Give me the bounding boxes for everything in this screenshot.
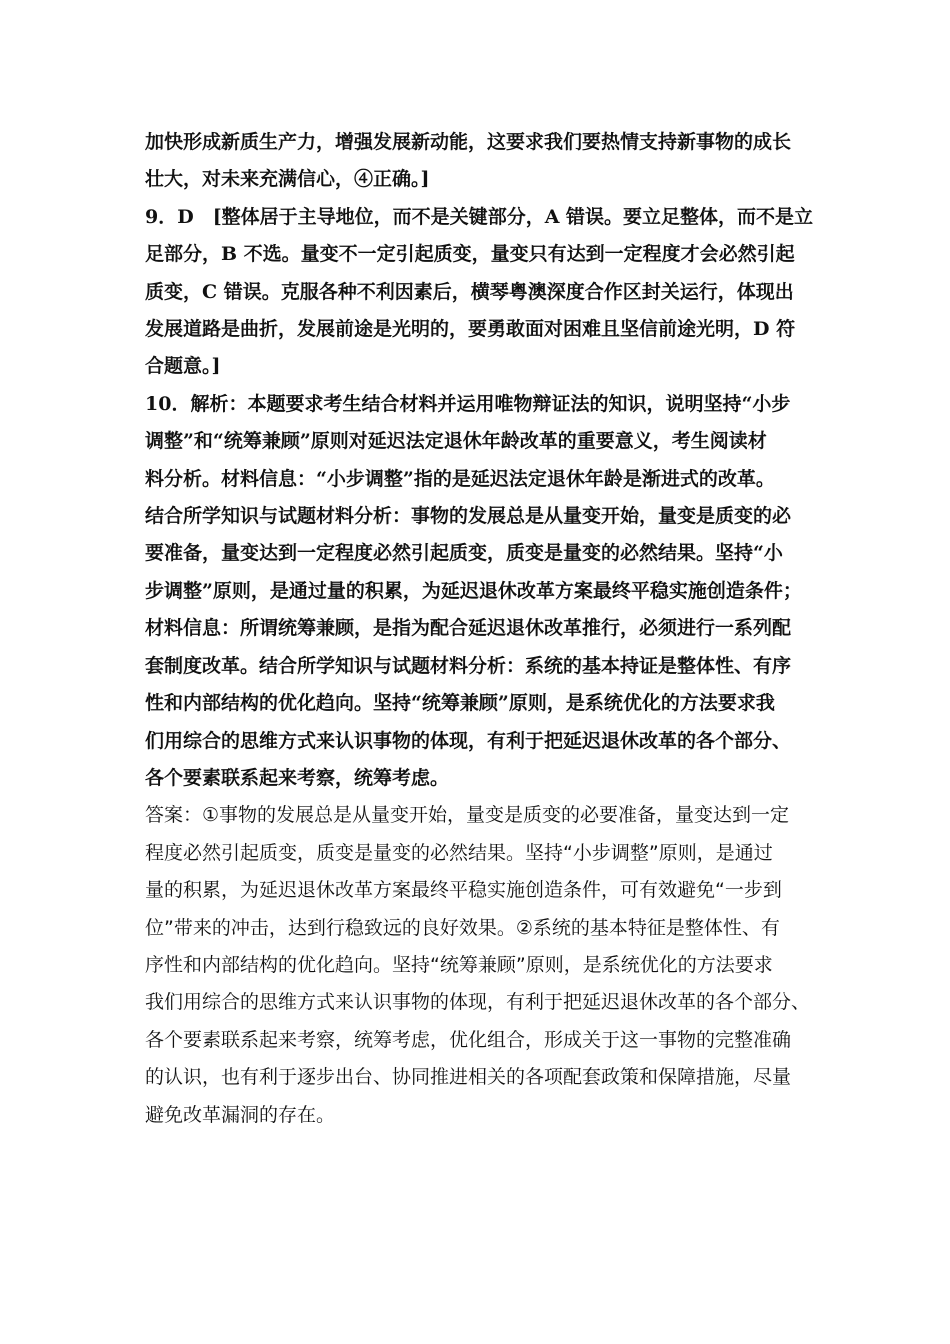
question-9-explanation: [145, 199, 814, 386]
text-line: 发展道路是曲折，发展前途是光明的，要勇敢面对困难且坚信前途光明，D 符: [145, 318, 796, 341]
text-line: 质变，C 错误。克服各种不利因素后，横琴粤澳深度合作区封关运行，体现出: [145, 280, 794, 303]
question-10-answer: [145, 797, 810, 1134]
text-line: 材料信息：所谓统筹兼顾，是指为配合延迟退休改革推行，必须进行一系列配: [145, 617, 792, 640]
text-line: 料分析。材料信息：“小步调整”指的是延迟法定退休年龄是渐进式的改革。: [145, 467, 775, 490]
text-line: 性和内部结构的优化趋向。坚持“统筹兼顾”原则，是系统优化的方法要求我: [145, 692, 775, 715]
text-line: 足部分，B 不选。量变不一定引起质变，量变只有达到一定程度才会必然引起: [145, 243, 795, 266]
text-line: 调整”和“统筹兼顾”原则对延迟法定退休年龄改革的重要意义，考生阅读材: [145, 430, 767, 453]
text-line: 答案：①事物的发展总是从量变开始，量变是质变的必要准备，量变达到一定: [145, 804, 790, 827]
text-line: 合题意。]: [145, 355, 221, 378]
text-line: 10．解析：本题要求考生结合材料并运用唯物辩证法的知识，说明坚持“小步: [145, 392, 791, 415]
text-line: 程度必然引起质变，质变是量变的必然结果。坚持“小步调整”原则，是通过: [145, 841, 773, 864]
text-line: 步调整”原则，是通过量的积累，为延迟退休改革方案最终平稳实施创造条件；: [145, 579, 802, 602]
text-line: 9．D [整体居于主导地位，而不是关键部分，A 错误。要立足整体，而不是立: [145, 205, 814, 228]
text-line: 避免改革漏洞的存在。: [145, 1103, 336, 1126]
text-line: 加快形成新质生产力，增强发展新动能，这要求我们要热情支持新事物的成长: [145, 131, 792, 153]
text-line: 序性和内部结构的优化趋向。坚持“统筹兼顾”原则，是系统优化的方法要求: [145, 953, 773, 976]
question-8-explanation-tail: [145, 124, 810, 199]
text-line: 位”带来的冲击，达到行稳致远的良好效果。②系统的基本特征是整体性、有: [145, 916, 780, 939]
question-10-analysis: [145, 386, 810, 797]
text-line: 壮大，对未来充满信心，④正确。]: [145, 168, 430, 191]
text-line: 量的积累，为延迟退休改革方案最终平稳实施创造条件，可有效避免“一步到: [145, 879, 782, 902]
text-line: 要准备，量变达到一定程度必然引起质变，质变是量变的必然结果。坚持“小: [145, 542, 783, 565]
text-line: 各个要素联系起来考察，统筹考虑。: [145, 766, 450, 789]
text-line: 各个要素联系起来考察，统筹考虑，优化组合，形成关于这一事物的完整准确: [145, 1028, 792, 1051]
text-line: 结合所学知识与试题材料分析：事物的发展总是从量变开始，量变是质变的必: [145, 505, 792, 528]
text-line: 们用综合的思维方式来认识事物的体现，有利于把延迟退休改革的各个部分、: [145, 729, 792, 752]
text-line: 套制度改革。结合所学知识与试题材料分析：系统的基本持证是整体性、有序: [145, 654, 792, 677]
text-line: 我们用综合的思维方式来认识事物的体现，有利于把延迟退休改革的各个部分、: [145, 991, 811, 1014]
document-page: [145, 124, 814, 1134]
text-line: 的认识，也有利于逐步出台、协同推进相关的各项配套政策和保障措施，尽量: [145, 1066, 792, 1089]
